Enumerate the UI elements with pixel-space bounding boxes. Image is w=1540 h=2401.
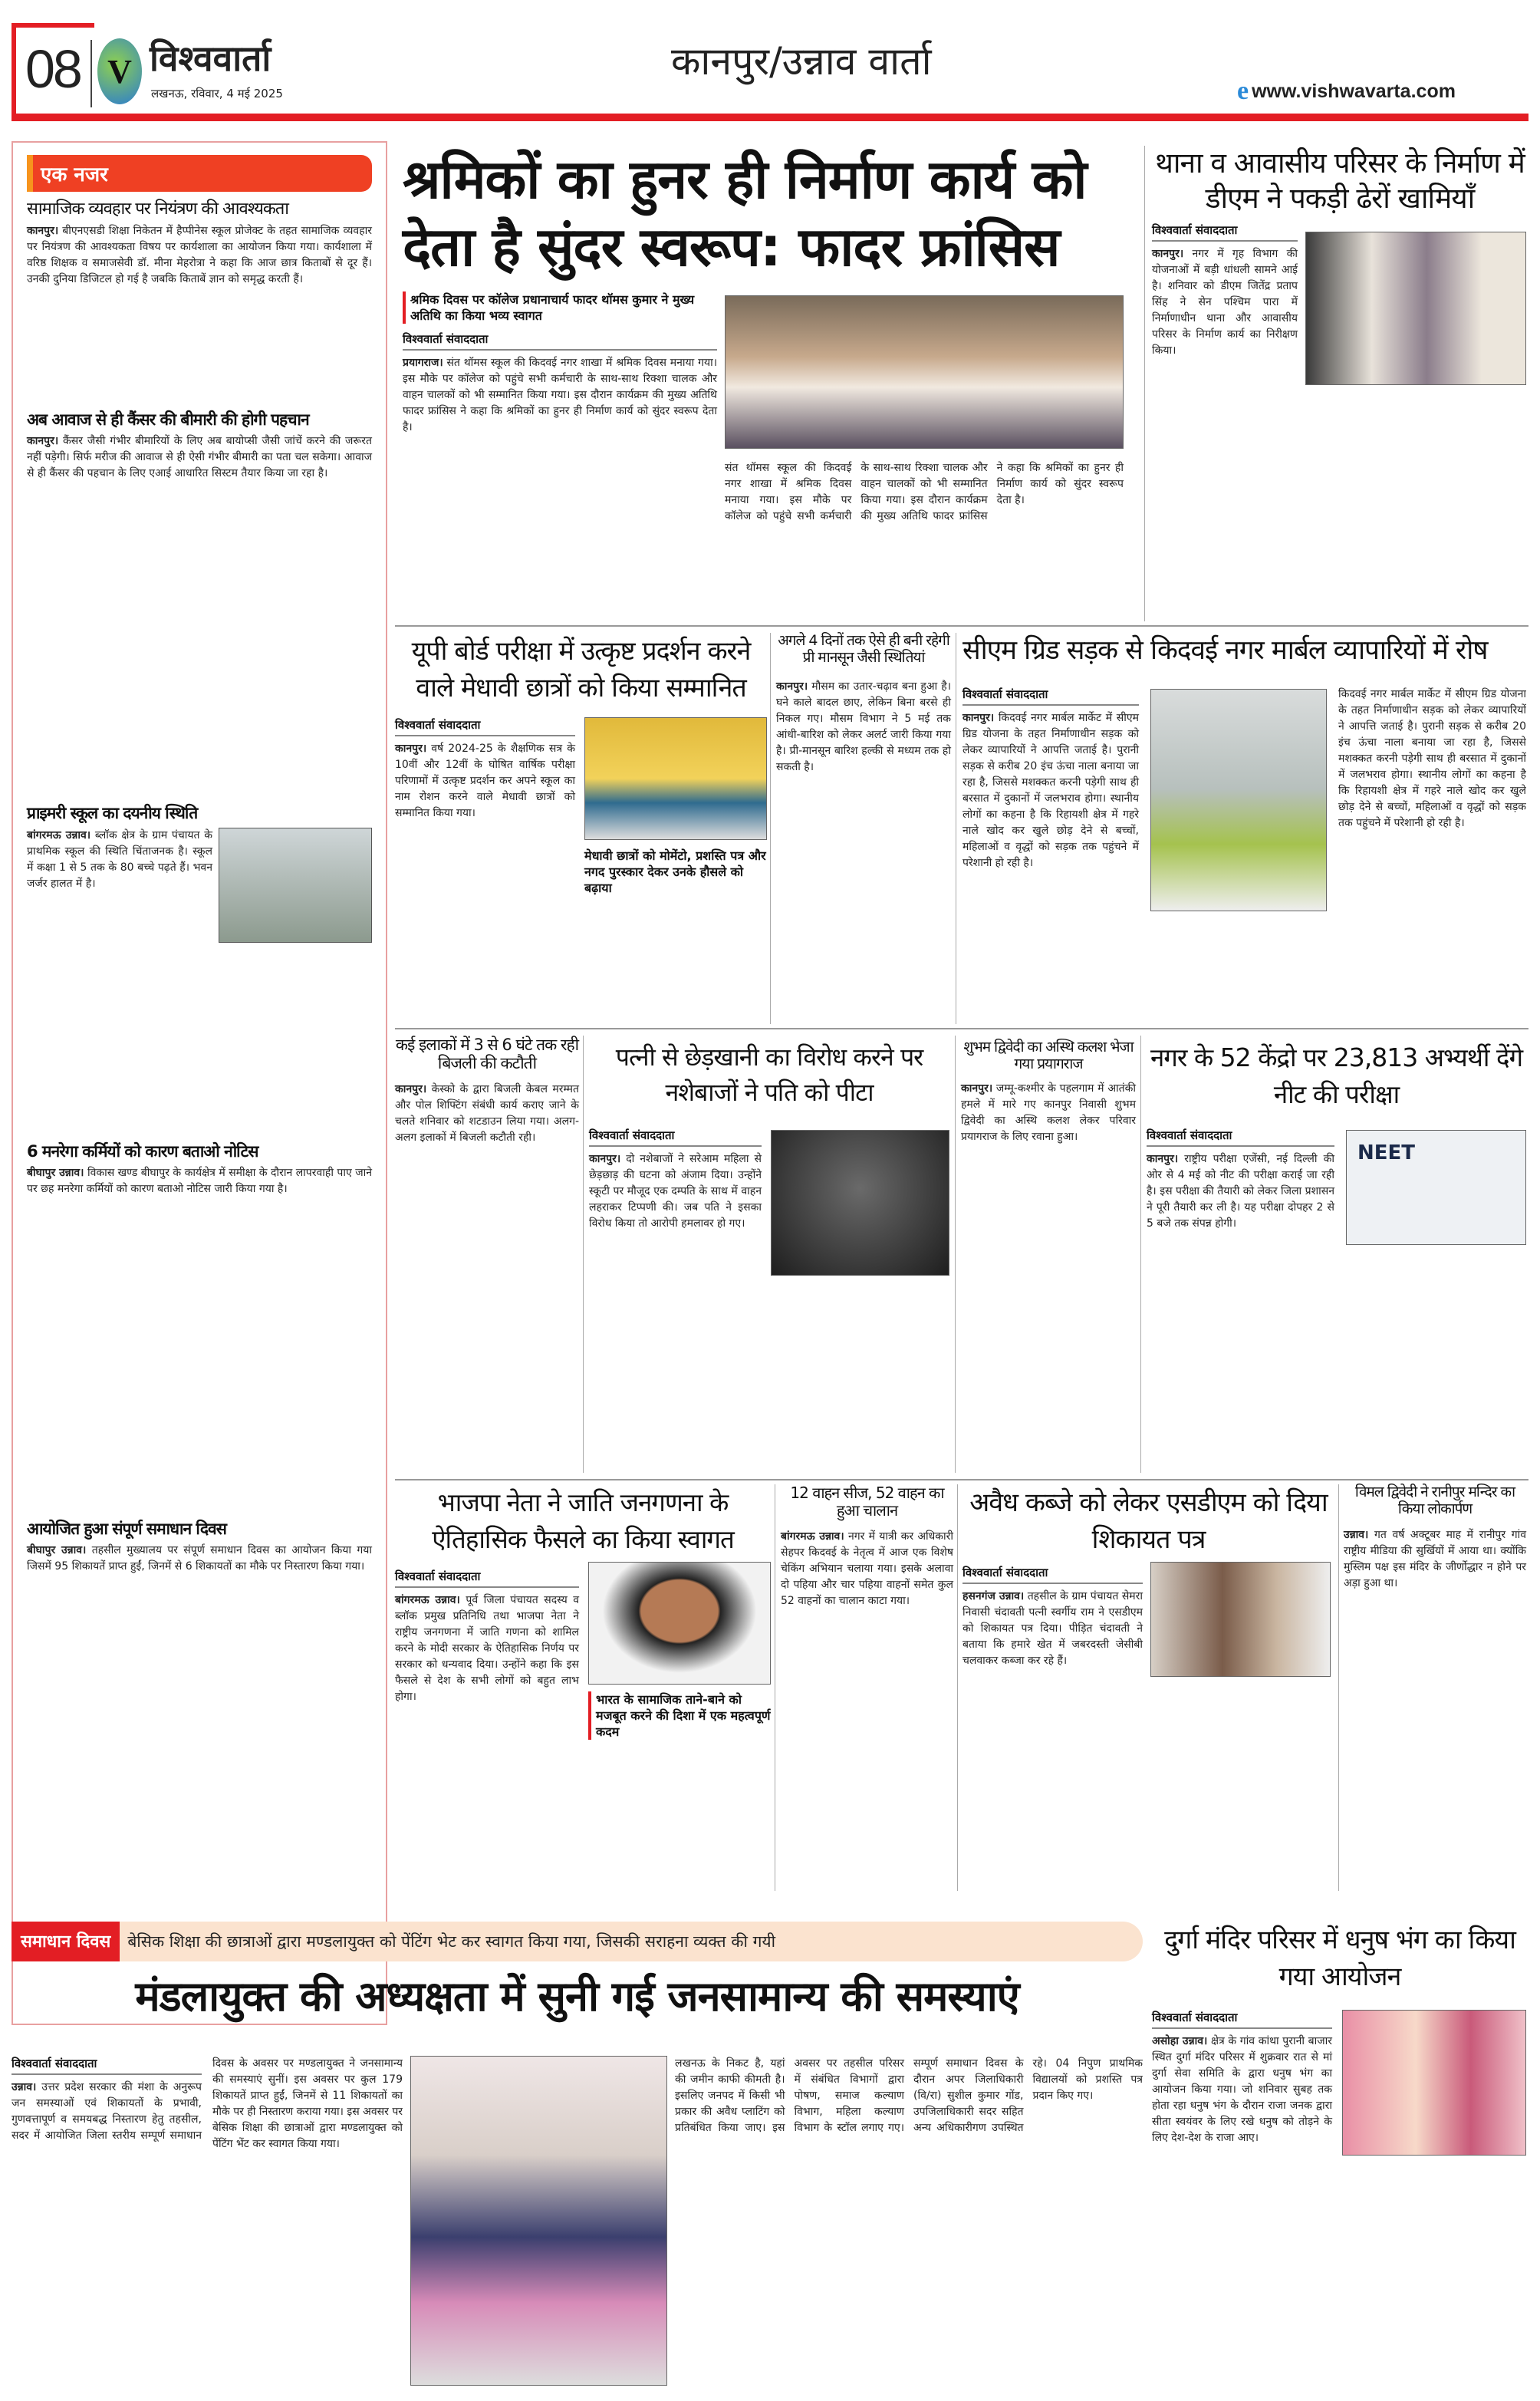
cmgrid-story: विश्ववार्ता संवाददाता कानपुर। किदवई नगर मार्बल मार्केट में सीएम ग्रिड योजना के तहत निर्माणाधीन सड़क को लेकर व्यापारियों ने आपत्ति जताई है। पुरानी सड़क से करीब 20 इंच ऊंचा नाला बनाया जा रहा है, जिससे मशक्कत करनी पड़ेगी साथ ही बरसात में दुकानों में जलभराव होगा। स्थानीय लोगों का कहना है कि रिहायशी क्षेत्र में गहरे नाले खोद कर खुले छोड़ देने से बच्चों, महिलाओं व वृद्धों को सड़क तक पहुंचने में परेशानी हो रही है। <box>962 687 1140 869</box>
lead-story: श्रमिक दिवस पर कॉलेज प्रधानाचार्य फादर थॉमस कुमार ने मुख्य अतिथि का किया भव्य स्वागत विश्ववार्ता संवाददाता प्रयागराज। संत थॉमस स्कूल की किदवई नगर शाखा में श्रमिक दिवस मनाया गया। इस मौके पर कॉलेज को पहुंचे सभी कर्मचारी के साथ-साथ रिक्शा चालक और वाहन चालकों को भी सम्मानित किया गया। इस दौरान कार्यक्रम की मुख्य अतिथि फादर फ्रांसिस ने कहा कि श्रमिकों का हुनर ही निर्माण कार्य को सुंदर स्वरूप देता है। <box>403 292 718 433</box>
neet-photo: NEET <box>1346 1130 1526 1245</box>
dm-photo <box>1305 232 1526 385</box>
ek-nazar-label: एक नजर <box>27 155 372 192</box>
lead-photo <box>725 295 1124 449</box>
ek-nazar-item-3: प्राइमरी स्कूल का दयनीय स्थिति बांगरमऊ उन्नाव। ब्लॉक क्षेत्र के ग्राम पंचायत के प्राथमिक स्कूल की स्थिति चिंताजनक है। स्कूल में कक्षा 1 से 5 तक के 80 बच्चे पढ़ते हैं। भवन जर्जर हालत में है। <box>27 804 372 891</box>
browser-icon: e <box>1237 77 1249 105</box>
bjp-caption: भारत के सामाजिक ताने-बाने को मजबूत करने की दिशा में एक महत्वपूर्ण कदम <box>588 1691 771 1740</box>
bijli-story: कई इलाकों में 3 से 6 घंटे तक रही बिजली की कटौती कानपुर। केस्को के द्वारा बिजली केबल मरम्मत और पोल शिफ्टिंग संबंधी कार्य कराए जाने के चलते शनिवार को शटडाउन लिया गया। अलग-अलग इलाकों में बिजली कटौती रही। <box>395 1036 579 1145</box>
avaidh-story: विश्ववार्ता संवाददाता हसनगंज उन्नाव। तहसील के ग्राम पंचायत सेमरा निवासी चंदावती पत्नी स्वर्गीय राम ने एसडीएम को शिकायत पत्र दिया। पीड़ित चंदावती ने बताया कि हमारे खेत में जबरदस्ती जेसीबी चलवाकर कब्जा कर रहे हैं। <box>962 1566 1143 1667</box>
patni-photo <box>771 1130 949 1276</box>
durga-headline: दुर्गा मंदिर परिसर में धनुष भंग का किया गया आयोजन <box>1164 1925 1515 1992</box>
website-link[interactable]: e www.vishwavarta.com <box>1237 77 1456 105</box>
samadhan-story-cont: लखनऊ के निकट है, यहां की जमीन काफी कीमती है। इसलिए जनपद में किसी भी प्रकार की अवैध प्लाटिंग को प्रतिबंधित किया जाए। इस अवसर पर तहसील परिसर में संबंधित विभागों द्वारा पोषण, समाज कल्याण विभाग, महिला कल्याण विभाग के स्टॉल लगाए गए। सम्पूर्ण समाधान दिवस के दौरान अपर जिलाधिकारी (वि/रा) सुशील कुमार गोंड, उपजिलाधिकारी सदर सहित अन्य अधिकारीगण उपस्थित रहे। 04 निपुण प्राथमिक विद्यालयों को प्रशस्ति पत्र प्रदान किए गए। <box>675 2057 1143 2134</box>
patni-story: विश्ववार्ता संवाददाता कानपुर। दो नशेबाजों ने सरेआम महिला से छेड़छाड़ की घटना को अंजाम दिया। उन्होंने स्कूटी पर मौजूद एक दम्पति के साथ में वाहन लहराकर टिप्पणी की। जब पति ने इसका विरोध किया तो आरोपी हमलावर हो गए। <box>589 1128 762 1230</box>
shubham-story: शुभम द्विवेदी का अस्थि कलश भेजा गया प्रयागराज कानपुर। जम्मू-कश्मीर के पहलगाम में आतंकी हमले में मारे गए कानपुर निवासी शुभम द्विवेदी का अस्थि कलश लेकर परिवार प्रयागराज के लिए रवाना हुआ। <box>961 1039 1136 1143</box>
bjp-portrait <box>588 1562 771 1685</box>
dateline: लखनऊ, रविवार, 4 मई 2025 <box>151 87 283 100</box>
lead-caption: श्रमिक दिवस पर कॉलेज प्रधानाचार्य फादर थॉमस कुमार ने मुख्य अतिथि का किया भव्य स्वागत <box>403 291 717 324</box>
durga-story: विश्ववार्ता संवाददाता असोहा उन्नाव। क्षेत्र के गांव कांथा पुरानी बाजार स्थित दुर्गा मंदिर परिसर में शुक्रवार रात से मां दुर्गा सेवा समिति के द्वारा धनुष भंग का आयोजन किया गया। जो शनिवार सुबह तक होता रहा धनुष भंग के दौरान राजा जनक द्वारा सीता स्वयंवर के लिए रखे धनुष को तोड़ने के लिए देश-देश के राजा आए। <box>1152 2011 1333 2144</box>
avaidh-photo <box>1150 1562 1331 1677</box>
cmgrid-headline: सीएम ग्रिड सड़क से किदवई नगर मार्बल व्यापारियों में रोष <box>962 635 1488 666</box>
lead-story-cont: संत थॉमस स्कूल की किदवई नगर शाखा में श्रमिक दिवस मनाया गया। इस मौके पर कॉलेज को पहुंचे सभी कर्मचारी के साथ-साथ रिक्शा चालक और वाहन चालकों को भी सम्मानित किया गया। इस दौरान कार्यक्रम की मुख्य अतिथि फादर फ्रांसिस ने कहा कि श्रमिकों का हुनर ही निर्माण कार्य को सुंदर स्वरूप देता है। <box>725 462 1124 522</box>
durga-photo <box>1342 2010 1526 2156</box>
section-title: कानपुर/उन्नाव वार्ता <box>671 39 932 84</box>
dm-story: विश्ववार्ता संवाददाता कानपुर। नगर में गृह विभाग की योजनाओं में बड़ी धांधली सामने आई है। शनिवार को डीएम जितेंद्र प्रताप सिंह ने सेन पश्चिम पारा में निर्माणाधीन थाना और आवासीय परिसर के निर्माण कार्य का निरीक्षण किया। <box>1152 223 1298 357</box>
paper-name: विश्ववार्ता <box>150 38 271 79</box>
lead-headline: श्रमिकों का हुनर ही निर्माण कार्य को देता है सुंदर स्वरूप: फादर फ्रांसिस <box>403 148 1087 278</box>
upboard-story: विश्ववार्ता संवाददाता कानपुर। वर्ष 2024-25 के शैक्षणिक सत्र के 10वीं और 12वीं के घोषित वार्षिक परीक्षा परिणामों में उत्कृष्ट प्रदर्शन कर अपने स्कूल का नाम रोशन करने वाले मेधावी छात्रों को सम्मानित किया गया। <box>395 718 575 819</box>
bjp-headline: भाजपा नेता ने जाति जनगणना के ऐतिहासिक फैसले का किया स्वागत <box>432 1487 734 1554</box>
ek-nazar-column <box>12 141 387 2025</box>
ek-nazar-item-2: अब आवाज से ही कैंसर की बीमारी की होगी पहचान कानपुर। कैंसर जैसी गंभीर बीमारियों के लिए अब बायोप्सी जैसी जांचें करने की जरूरत नहीं पड़ेगी। सिर्फ मरीज की आवाज से ही ऐसी गंभीर बीमारी का पता चल सकेगा। आवाज से ही कैंसर की पहचान के लिए एआई आधारित सिस्टम तैयार किया जा रहा है। <box>27 410 372 480</box>
vimal-story: विमल द्विवेदी ने रानीपुर मन्दिर का किया लोकार्पण उन्नाव। गत वर्ष अक्टूबर माह में रानीपुर गांव राष्ट्रीय मीडिया की सुर्खियों में आया था। क्योंकि मुस्लिम पक्ष इस मंदिर के जीर्णोद्धार न होने पर अड़ा हुआ था। <box>1344 1484 1526 1589</box>
samadhan-story: विश्ववार्ता संवाददाता उन्नाव। उत्तर प्रदेश सरकार की मंशा के अनुरूप जन समस्याओं एवं शिकायतों के प्रभावी, गुणवत्तापूर्ण व समयबद्ध निस्तारण हेतु तहसील, सदर में आयोजित जिला स्तरीय सम्पूर्ण समाधान दिवस के अवसर पर मण्डलायुक्त ने जनसामान्य की समस्याएं सुनीं। इस अवसर पर कुल 179 शिकायतें प्राप्त हुईं, जिनमें से 11 शिकायतों का मौके पर ही निस्तारण कराया गया। इस अवसर पर बेसिक शिक्षा की छात्राओं द्वारा मण्डलायुक्त को पेंटिंग भेंट कर स्वागत किया गया। <box>12 2057 403 2150</box>
upboard-caption: मेधावी छात्रों को मोमेंटो, प्रशस्ति पत्र और नगद पुरस्कार देकर उनके हौसले को बढ़ाया <box>584 848 766 895</box>
bjp-story: विश्ववार्ता संवाददाता बांगरमऊ उन्नाव। पूर्व जिला पंचायत सदस्य व ब्लॉक प्रमुख प्रतिनिधि तथा भाजपा नेता ने राष्ट्रीय जनगणना में जाति गणना को शामिल करने के मोदी सरकार के ऐतिहासिक निर्णय पर सरकार को धन्यवाद दिया। उन्होंने कहा कि इस फैसले से देश के सभी लोगों को बहुत लाभ होगा। <box>395 1569 580 1703</box>
cmgrid-story-cont: किदवई नगर मार्बल मार्केट में सीएम ग्रिड योजना के तहत निर्माणाधीन सड़क को लेकर व्यापारियों ने आपत्ति जताई है। पुरानी सड़क से करीब 20 इंच ऊंचा नाला बनाया जा रहा है, जिससे मशक्कत करनी पड़ेगी साथ ही बरसात में दुकानों में जलभराव होगा। स्थानीय लोगों का कहना है कि रिहायशी क्षेत्र में गहरे नाले खोद कर खुले छोड़ देने से बच्चों, महिलाओं व वृद्धों को सड़क तक पहुंचने में परेशानी हो रही है। <box>1338 688 1526 829</box>
cmgrid-photo <box>1150 689 1327 911</box>
school-photo <box>219 828 372 943</box>
samadhan-strap: बेसिक शिक्षा की छात्राओं द्वारा मण्डलायुक्त को पेंटिंग भेट कर स्वागत किया गया, जिसकी सराहना व्यक्त की गयी <box>127 1932 776 1951</box>
patni-headline: पत्नी से छेड़खानी का विरोध करने पर नशेबाजों ने पति को पीटा <box>615 1042 923 1107</box>
samadhan-tag: समाधान दिवस <box>12 1922 120 1961</box>
samadhan-photo <box>410 2056 667 2386</box>
ek-nazar-item-4: 6 मनरेगा कर्मियों को कारण बताओ नोटिस बीघापुर उन्नाव। विकास खण्ड बीघापुर के कार्यक्षेत्र में समीक्षा के दौरान लापरवाही पाए जाने पर छह मनरेगा कर्मियों को कारण बताओ नोटिस जारी किया गया है। <box>27 1141 373 1195</box>
samadhan-banner <box>12 1922 1143 1961</box>
logo-icon: V <box>97 38 142 104</box>
dm-headline: थाना व आवासीय परिसर के निर्माण में डीएम ने पकड़ी ढेरों खामियाँ <box>1155 147 1525 215</box>
ek-nazar-item-1: सामाजिक व्यवहार पर नियंत्रण की आवश्यकता कानपुर। बीएनएसडी शिक्षा निकेतन में हैप्पीनेस स्कूल प्रोजेक्ट के तहत सामाजिक व्यवहार पर नियंत्रण की आवश्यकता विषय पर कार्यशाला का आयोजन किया गया। कार्यशाला में वरिष्ठ शिक्षक व समाजसेवी डॉ. मीना मेहरोत्रा ने कहा कि आज छात्र किताबों से दूर हैं। उनकी दुनिया डिजिटल हो गई है जबकि किताबें ज्ञान को समृद्ध करती हैं। <box>27 199 372 286</box>
page-number: 08 <box>25 39 81 99</box>
challan-story: 12 वाहन सीज, 52 वाहन का हुआ चालान बांगरमऊ उन्नाव। नगर में यात्री कर अधिकारी सेहपर किदवई के नेतृत्व में आज एक विशेष चेकिंग अभियान चलाया गया। इसके अलावा दो पहिया और चार पहिया वाहनों समेत कुल 52 वाहनों का चालान काटा गया। <box>781 1484 953 1607</box>
upboard-photo <box>584 717 767 840</box>
avaidh-headline: अवैध कब्जे को लेकर एसडीएम को दिया शिकायत पत्र <box>969 1487 1328 1555</box>
neet-story: विश्ववार्ता संवाददाता कानपुर। राष्ट्रीय परीक्षा एजेंसी, नई दिल्ली की ओर से 4 मई को नीट की परीक्षा कराई जा रही है। इस परीक्षा की तैयारी को लेकर जिला प्रशासन ने पूरी तैयारी कर ली है। यह परीक्षा दोपहर 2 से 5 बजे तक संपन्न होगी। <box>1147 1128 1334 1230</box>
samadhan-headline: मंडलायुक्त की अध्यक्षता में सुनी गई जनसामान्य की समस्याएं <box>135 1972 1019 2021</box>
masthead <box>12 23 1528 121</box>
neet-headline: नगर के 52 केंद्रो पर 23,813 अभ्यर्थी देंगे नीट की परीक्षा <box>1150 1042 1523 1109</box>
upboard-headline: यूपी बोर्ड परीक्षा में उत्कृष्ट प्रदर्शन करने वाले मेधावी छात्रों को किया सम्मानित <box>411 636 751 703</box>
ek-nazar-item-5: आयोजित हुआ संपूर्ण समाधान दिवस बीघापुर उन्नाव। तहसील मुख्यालय पर संपूर्ण समाधान दिवस का आयोजन किया गया जिसमें 95 शिकायतें प्राप्त हुईं, जिनमें से 6 शिकायतों का मौके पर निस्तारण किया गया। <box>27 1519 372 1573</box>
weather-story: अगले 4 दिनों तक ऐसे ही बनी रहेगी प्री मानसून जैसी स्थितियां कानपुर। मौसम का उतार-चढ़ाव बना हुआ है। घने काले बादल छाए, लेकिन बिना बरसे ही निकल गए। मौसम विभाग ने 5 मई तक आंधी-बारिश को लेकर अलर्ट जारी किया गया है। प्री-मानसून बारिश हल्की से मध्यम तक हो सकती है। <box>776 632 951 773</box>
